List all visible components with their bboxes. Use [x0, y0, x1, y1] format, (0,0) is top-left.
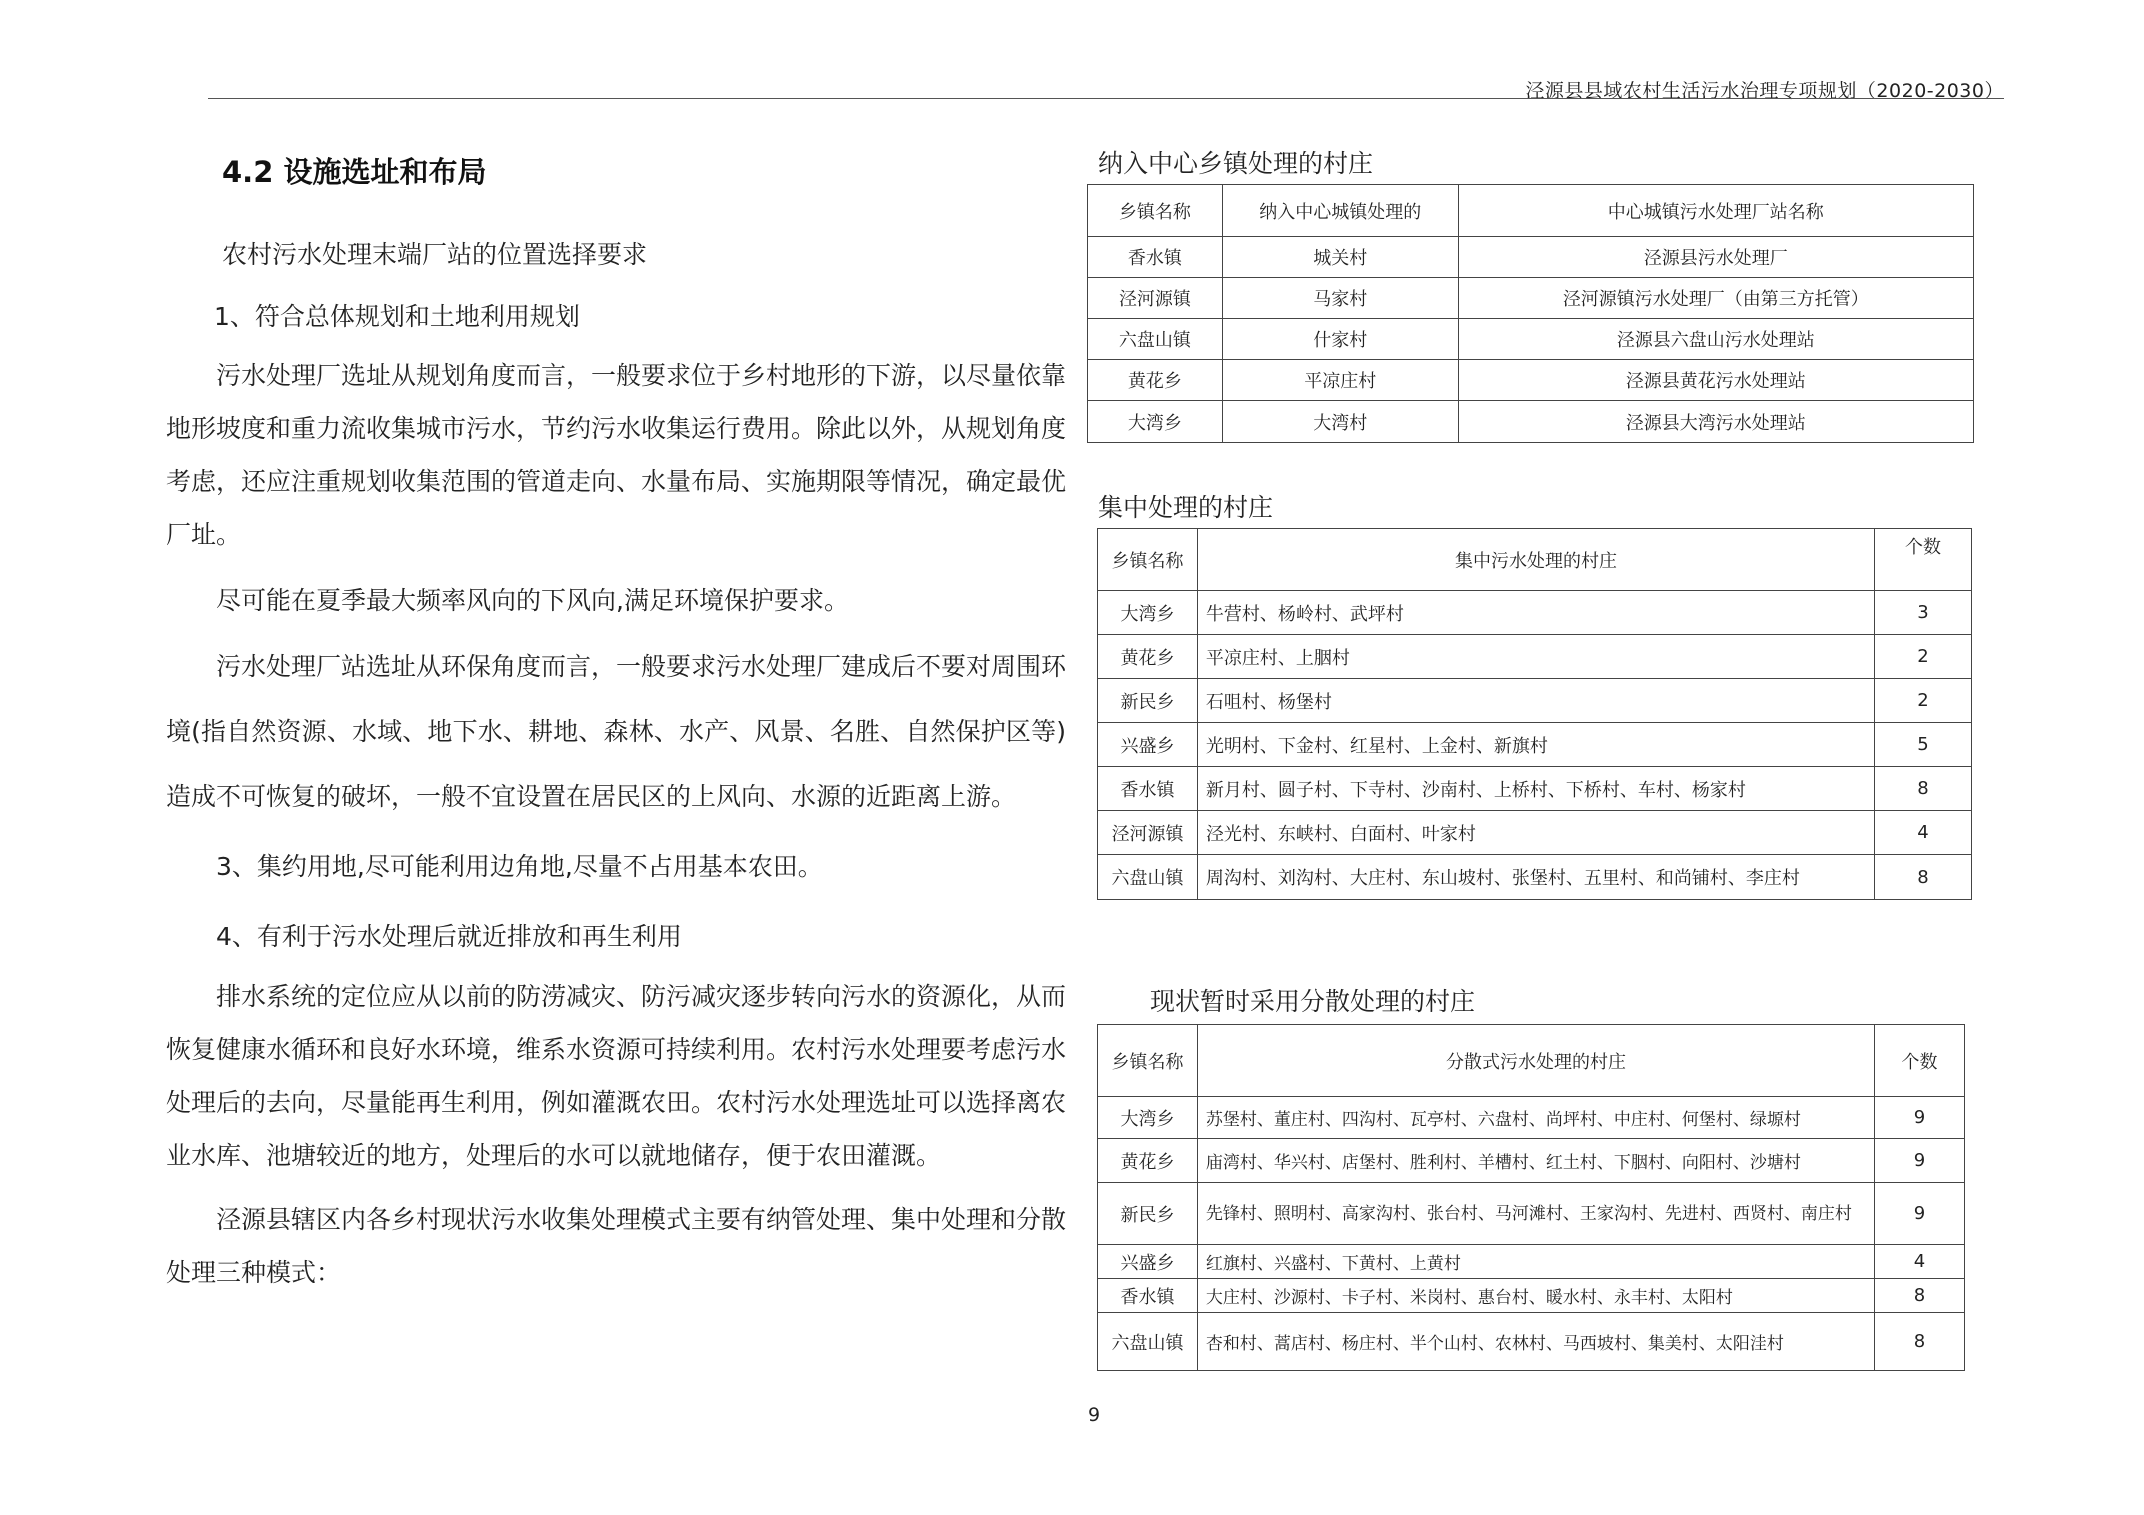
table-cell: 大庄村、沙源村、卡子村、米岗村、惠台村、暖水村、永丰村、太阳村 — [1197, 1279, 1874, 1313]
table2-header-row — [1098, 529, 1972, 591]
table-cell: 8 — [1875, 767, 1972, 811]
table-cell: 泾源县大湾污水处理站 — [1458, 401, 1973, 443]
table-cell: 泾河源镇污水处理厂（由第三方托管） — [1458, 278, 1973, 319]
table-cell: 什家村 — [1222, 319, 1458, 360]
table-row — [1088, 237, 1974, 278]
table-cell: 黄花乡 — [1098, 635, 1198, 679]
table-cell: 兴盛乡 — [1098, 723, 1198, 767]
paragraph-environmental-perspective: 污水处理厂站选址从环保角度而言，一般要求污水处理厂建成后不要对周围环境(指自然资源、水域、地下水、耕地、森林、水产、风景、名胜、自然保护区等)造成不可恢复的破坏，一般不宜设置在居民区的上风向、水源的近距离上游。 — [166, 652, 1067, 811]
table-cell: 马家村 — [1222, 278, 1458, 319]
paragraph-wind-direction: 尽可能在夏季最大频率风向的下风向,满足环境保护要求。 — [216, 586, 849, 615]
table-cell: 5 — [1875, 723, 1972, 767]
table-cell: 3 — [1875, 591, 1972, 635]
paragraph-requirement-1: 1、符合总体规划和土地利用规划 — [214, 302, 580, 331]
table1-header-cell: 纳入中心城镇处理的 — [1222, 185, 1458, 237]
table-cell: 六盘山镇 — [1098, 1313, 1198, 1371]
running-header: 泾源县县域农村生活污水治理专项规划（2020-2030） — [1525, 80, 2004, 102]
table-cell: 新民乡 — [1098, 1183, 1198, 1245]
table3-caption: 现状暂时采用分散处理的村庄 — [1150, 987, 1476, 1016]
table-cell: 2 — [1875, 635, 1972, 679]
table-cell: 大湾乡 — [1098, 591, 1198, 635]
table-cell: 8 — [1875, 855, 1972, 900]
table2-header-cell: 集中污水处理的村庄 — [1197, 529, 1874, 591]
paragraph-requirement-4: 4、有利于污水处理后就近排放和再生利用 — [216, 922, 682, 951]
table-cell: 泾源县六盘山污水处理站 — [1458, 319, 1973, 360]
table-cell: 香水镇 — [1098, 1279, 1198, 1313]
table-row — [1098, 767, 1972, 811]
table-cell: 香水镇 — [1088, 237, 1223, 278]
table-cell: 大湾乡 — [1098, 1097, 1198, 1139]
table-row — [1088, 319, 1974, 360]
table-cell: 红旗村、兴盛村、下黄村、上黄村 — [1197, 1245, 1874, 1279]
table-cell: 4 — [1875, 811, 1972, 855]
table-row — [1098, 1313, 1965, 1371]
table-cell: 庙湾村、华兴村、店堡村、胜利村、羊槽村、红土村、下胭村、向阳村、沙塘村 — [1197, 1139, 1874, 1183]
header-divider — [208, 98, 2004, 99]
table2-header-cell: 乡镇名称 — [1098, 529, 1198, 591]
table-row — [1088, 278, 1974, 319]
table-cell: 2 — [1875, 679, 1972, 723]
table2-caption: 集中处理的村庄 — [1098, 493, 1274, 522]
table-cell: 泾河源镇 — [1088, 278, 1223, 319]
table2-header-cell: 个数 — [1875, 529, 1972, 591]
paragraph-drainage-system: 排水系统的定位应从以前的防涝减灾、防污减灾逐步转向污水的资源化，从而恢复健康水循环和良好水环境，维系水资源可持续利用。农村污水处理要考虑污水处理后的去向，尽量能再生利用，例如灌溉农田。农村污水处理选址可以选择离农业水库、池塘较近的地方，处理后的水可以就地储存，便于农田灌溉。 — [166, 982, 1067, 1170]
table-cell: 平凉庄村 — [1222, 360, 1458, 401]
table-decentralized-village-treatment — [1097, 1024, 1965, 1371]
table-cell: 城关村 — [1222, 237, 1458, 278]
table-centralized-village-treatment — [1097, 528, 1972, 900]
table-cell: 平凉庄村、上胭村 — [1197, 635, 1874, 679]
table3-header-cell: 个数 — [1875, 1025, 1965, 1097]
table-cell: 苏堡村、董庄村、四沟村、瓦亭村、六盘村、尚坪村、中庄村、何堡村、绿塬村 — [1197, 1097, 1874, 1139]
paragraph-requirement-3: 3、集约用地,尽可能利用边角地,尽量不占用基本农田。 — [216, 852, 823, 881]
table-cell: 新民乡 — [1098, 679, 1198, 723]
table-cell: 9 — [1875, 1097, 1965, 1139]
table1-caption: 纳入中心乡镇处理的村庄 — [1098, 149, 1374, 178]
table-row — [1098, 635, 1972, 679]
table-cell: 泾源县污水处理厂 — [1458, 237, 1973, 278]
table-cell: 杏和村、蒿店村、杨庄村、半个山村、农林村、马西坡村、集美村、太阳洼村 — [1197, 1313, 1874, 1371]
table-row — [1098, 1183, 1965, 1245]
table-cell: 9 — [1875, 1139, 1965, 1183]
table-cell: 泾河源镇 — [1098, 811, 1198, 855]
table-cell: 泾源县黄花污水处理站 — [1458, 360, 1973, 401]
table3-header-cell: 乡镇名称 — [1098, 1025, 1198, 1097]
paragraph-planning-perspective: 污水处理厂选址从规划角度而言，一般要求位于乡村地形的下游，以尽量依靠地形坡度和重力流收集城市污水，节约污水收集运行费用。除此以外，从规划角度考虑，还应注重规划收集范围的管道走向、水量布局、实施期限等情况，确定最优厂址。 — [166, 361, 1067, 549]
table-row — [1088, 401, 1974, 443]
table-row — [1098, 723, 1972, 767]
table-row — [1098, 1245, 1965, 1279]
table-cell: 光明村、下金村、红星村、上金村、新旗村 — [1197, 723, 1874, 767]
table-cell: 黄花乡 — [1088, 360, 1223, 401]
table1-header-row — [1088, 185, 1974, 237]
table-cell: 泾光村、东峡村、白面村、叶家村 — [1197, 811, 1874, 855]
table1-header-cell: 乡镇名称 — [1088, 185, 1223, 237]
table-cell: 兴盛乡 — [1098, 1245, 1198, 1279]
table-cell: 8 — [1875, 1313, 1965, 1371]
table-row — [1098, 1139, 1965, 1183]
table-cell: 周沟村、刘沟村、大庄村、东山坡村、张堡村、五里村、和尚铺村、李庄村 — [1197, 855, 1874, 900]
table3-header-row — [1098, 1025, 1965, 1097]
table-cell: 9 — [1875, 1183, 1965, 1245]
table-cell: 4 — [1875, 1245, 1965, 1279]
table-row — [1098, 811, 1972, 855]
table-cell: 大湾乡 — [1088, 401, 1223, 443]
table-cell: 香水镇 — [1098, 767, 1198, 811]
table-centralized-town-treatment — [1087, 184, 1974, 443]
table-row — [1098, 1097, 1965, 1139]
section-title: 4.2 设施选址和布局 — [222, 155, 487, 189]
table-cell: 8 — [1875, 1279, 1965, 1313]
table-row — [1098, 679, 1972, 723]
table-row — [1088, 360, 1974, 401]
table3-header-cell: 分散式污水处理的村庄 — [1197, 1025, 1874, 1097]
paragraph-location-requirements: 农村污水处理末端厂站的位置选择要求 — [222, 240, 648, 269]
table-cell: 新月村、圆子村、下寺村、沙南村、上桥村、下桥村、车村、杨家村 — [1197, 767, 1874, 811]
paragraph-treatment-modes: 泾源县辖区内各乡村现状污水收集处理模式主要有纳管处理、集中处理和分散处理三种模式： — [166, 1205, 1067, 1287]
table-cell: 六盘山镇 — [1088, 319, 1223, 360]
table-cell: 六盘山镇 — [1098, 855, 1198, 900]
page-number: 9 — [1088, 1404, 1101, 1426]
table-row — [1098, 855, 1972, 900]
table-cell: 先锋村、照明村、高家沟村、张台村、马河滩村、王家沟村、先进村、西贤村、南庄村 — [1197, 1183, 1874, 1245]
table1-header-cell: 中心城镇污水处理厂站名称 — [1458, 185, 1973, 237]
table-cell: 大湾村 — [1222, 401, 1458, 443]
table-row — [1098, 591, 1972, 635]
table-cell: 牛营村、杨岭村、武坪村 — [1197, 591, 1874, 635]
table-cell: 石咀村、杨堡村 — [1197, 679, 1874, 723]
table-cell: 黄花乡 — [1098, 1139, 1198, 1183]
table-row — [1098, 1279, 1965, 1313]
